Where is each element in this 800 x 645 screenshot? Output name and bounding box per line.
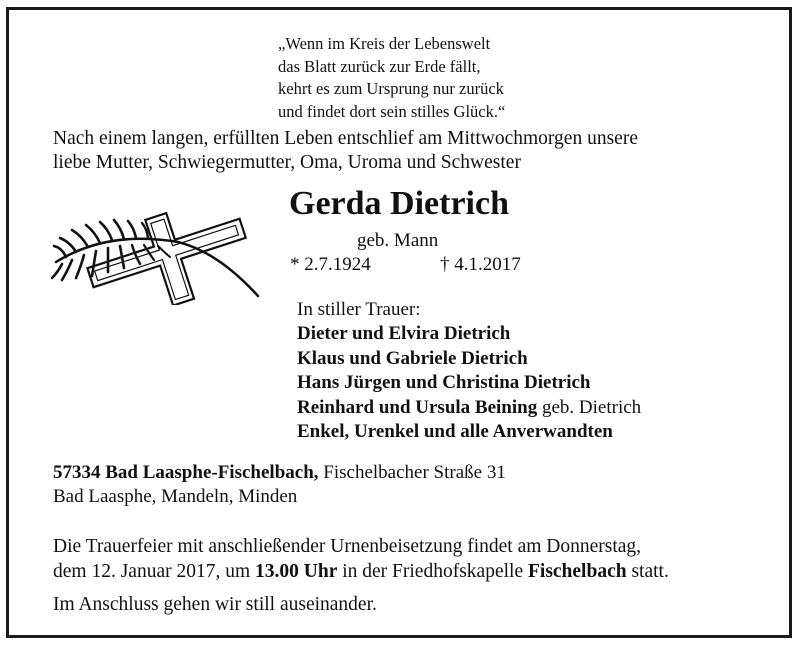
intro-line: liebe Mutter, Schwiegermutter, Oma, Uroma und Schwester [53, 152, 521, 173]
death-date: † 4.1.2017 [440, 254, 521, 275]
ceremony-date-text: dem 12. Januar 2017, um [53, 560, 256, 582]
mourner-name: Klaus und Gabriele Dietrich [297, 347, 528, 369]
poem-line: das Blatt zurück zur Erde fällt, [278, 56, 481, 76]
address-line [53, 461, 506, 485]
address-block [53, 461, 506, 509]
ceremony-time: 13.00 Uhr [255, 560, 338, 582]
poem-line: und findet dort sein stilles Glück.“ [278, 101, 506, 121]
mourner-name: Hans Jürgen und Christina Dietrich [297, 372, 591, 394]
cross-with-palm-leaf-icon [48, 200, 263, 305]
mourner-name: Dieter und Elvira Dietrich [297, 323, 511, 345]
birth-date: * 2.7.1924 [290, 254, 371, 275]
mourner-maiden-suffix: geb. Dietrich [537, 396, 642, 418]
address-street: Fischelbacher Straße 31 [318, 462, 506, 483]
ceremony-place-text: in der Friedhofskapelle [337, 560, 528, 582]
address-towns: Bad Laasphe, Mandeln, Minden [53, 486, 298, 507]
ceremony-notice [53, 535, 669, 584]
ceremony-line [53, 560, 669, 585]
mourners-list [297, 298, 641, 444]
mourner-name: Reinhard und Ursula Beining [297, 396, 538, 418]
closing-note: Im Anschluss gehen wir still auseinander. [53, 594, 377, 615]
mourner-row [297, 396, 641, 420]
deceased-name: Gerda Dietrich [289, 185, 509, 222]
mourners-heading: In stiller Trauer: [297, 299, 421, 320]
intro-text [53, 127, 638, 175]
mourner-name: Enkel, Urenkel und alle Anverwandten [297, 421, 613, 443]
maiden-name: geb. Mann [357, 230, 439, 251]
ceremony-end-text: statt. [626, 560, 669, 582]
address-place: 57334 Bad Laasphe-Fischelbach, [53, 462, 319, 483]
intro-line: Nach einem langen, erfüllten Leben entschlief am Mittwochmorgen unsere [53, 128, 638, 149]
poem [278, 33, 505, 123]
ceremony-line: Die Trauerfeier mit anschließender Urnenbeisetzung findet am Donnerstag, [53, 536, 642, 557]
ceremony-location: Fischelbach [527, 560, 627, 582]
poem-line: kehrt es zum Ursprung nur zurück [278, 79, 504, 98]
poem-line: „Wenn im Kreis der Lebenswelt [278, 34, 491, 53]
